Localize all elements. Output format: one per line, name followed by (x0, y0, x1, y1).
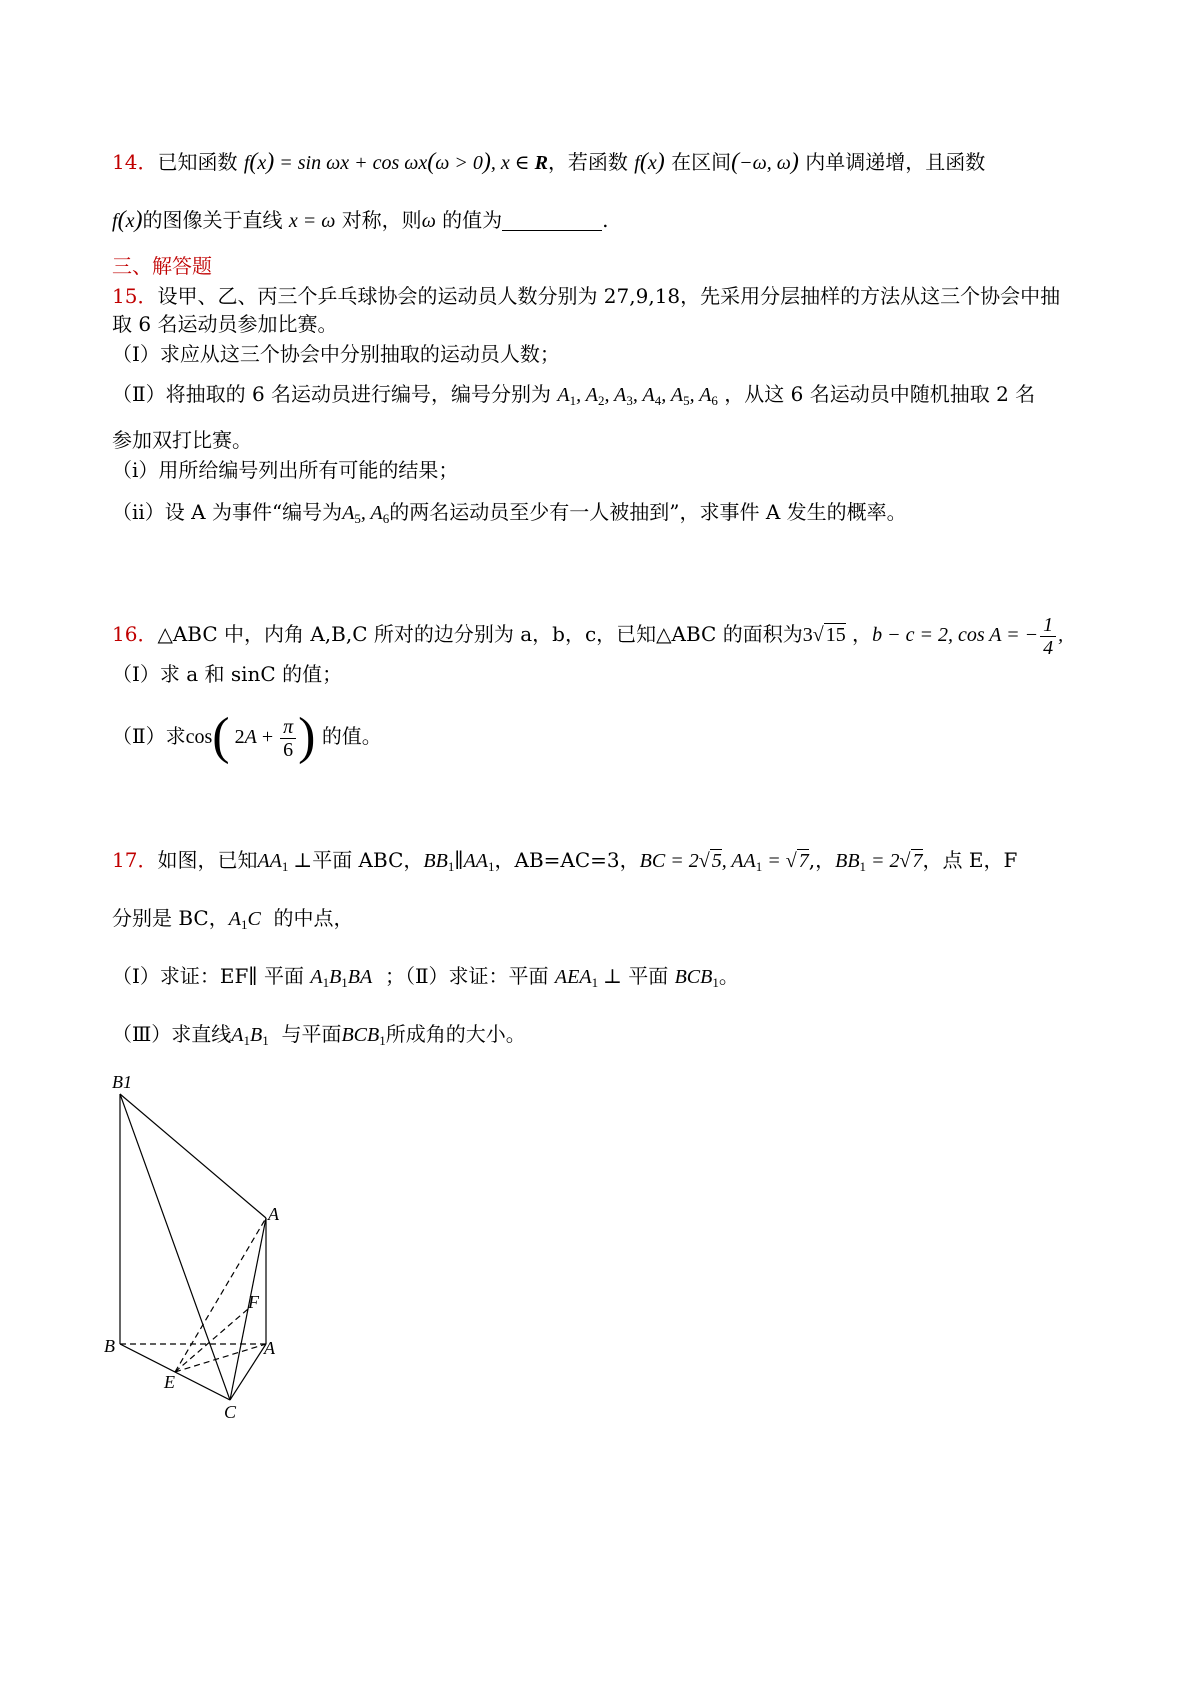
q16-text: △ABC 中，内角 A,B,C 所对的边分别为 a，b，c，已知△ABC 的面积为 (157, 622, 803, 647)
q17-a1b1: $A_1B_1$ (231, 1024, 269, 1048)
q17-a1b1ba: $A_1B_1BA$ (310, 966, 373, 990)
q14-cond3: 内单调递增，且函数 (805, 150, 986, 174)
q17-t2: 平面 ABC， (312, 848, 424, 872)
q14-fx-2: f(x) (112, 207, 143, 233)
q16-part2 (112, 708, 382, 766)
q15-number: 15． (112, 284, 158, 308)
q15-part2 (112, 380, 1035, 409)
q17-bb1-par: $BB_1\parallel AA_1$ (423, 850, 495, 874)
q17-line2a: 分别是 BC， (112, 906, 229, 930)
label-c: C (224, 1402, 237, 1422)
q16-part2-text: （Ⅱ）求 (112, 724, 186, 749)
q14-cond4: 的图像关于直线 (142, 208, 283, 232)
label-b1: B1 (112, 1072, 132, 1092)
q14-line-eq: x = ω (288, 210, 336, 232)
q15-labels: $A_1$, $A_2$, $A_3$, $A_4$, $A_5$, $A_6$ (557, 384, 718, 408)
q14-interval: (−ω, ω) (731, 149, 799, 175)
q16-cond: b − c = 2, cos A = − $\frac{1}{4}$ , (872, 614, 1064, 659)
q16-area: 3√ 15 (802, 624, 846, 647)
q14-cond2: 在区间 (671, 150, 732, 174)
q16-expr: cos( 2A + $\frac{\pi}{6}$ ) (185, 708, 316, 766)
q15-part1: （Ⅰ）求应从这三个协会中分别抽取的运动员人数； (112, 342, 560, 366)
q15-part2-text2: ，从这 6 名运动员中随机抽取 2 名 (724, 382, 1036, 406)
q17-p3a: （Ⅲ）求直线 (112, 1022, 232, 1046)
q15-text1: 设甲、乙、丙三个乒乓球协会的运动员人数分别为 27,9,18，先采用分层抽样的方法从这三个协会中抽 (157, 284, 1061, 308)
q16-part2-text2: 的值。 (321, 724, 382, 749)
q14-ask: 的值为 (442, 208, 503, 232)
section-heading: 三、解答题 (112, 254, 212, 278)
q14-intro: 已知函数 (157, 150, 238, 174)
q15-part2c: 参加双打比赛。 (112, 428, 252, 452)
label-a: A (264, 1338, 275, 1358)
q15-part2-text: （Ⅱ）将抽取的 6 名运动员进行编号，编号分别为 (112, 382, 552, 406)
q14-answer-blank (502, 210, 602, 231)
q15-sub2-text: （ii）设 A 为事件“编号为 (112, 500, 343, 524)
q14-number: 14． (112, 150, 158, 174)
q17-p1a: （Ⅰ）求证：EF (112, 964, 249, 988)
q15-sub1: （i）用所给编号列出所有可能的结果； (112, 458, 459, 482)
q16-line1: 16．△ABC 中，内角 A,B,C 所对的边分别为 a，b，c，已知△ABC 的面积为3√ 15 ，b − c = 2, cos A = − $\frac{1}{4}$ , (112, 614, 1064, 659)
q17-p1b: 平面 (264, 964, 304, 988)
q17-t1: 如图，已知 (157, 848, 258, 872)
label-b: B (104, 1336, 115, 1356)
q17-p1d: 平面 (628, 964, 669, 988)
q14-line1 (112, 148, 985, 177)
q15-sub2-labels: $A_5$, $A_6$ (342, 502, 390, 526)
q16-number: 16． (112, 622, 158, 647)
q17-part3 (112, 1020, 526, 1049)
q14-func-def: f(x) = sin ωx + cos ωx(ω > 0), x ∈ R (243, 149, 548, 175)
q17-bcb1-2: $BCB_1$ (341, 1024, 386, 1048)
q15-line1 (112, 282, 1060, 310)
geometry-figure (100, 1068, 300, 1424)
q15-sub2 (112, 498, 907, 527)
q17-part1: （Ⅰ）求证：EF∥ 平面 $A_1B_1BA$ ；（Ⅱ）求证：平面 $AEA_1$ ⊥ 平面 $BCB_1$。 (112, 964, 739, 990)
q14-line2 (112, 206, 609, 235)
edge-b1-c (120, 1094, 230, 1400)
q16-part1: （Ⅰ）求 a 和 sinC 的值； (112, 662, 343, 686)
q17-bb1: $BB_1 = 2√$ 7 (835, 850, 923, 874)
q14-end: . (602, 208, 609, 232)
q14-fx: f(x) (634, 149, 665, 175)
label-a1: A (268, 1204, 279, 1224)
q14-cond5: 对称，则 (341, 208, 422, 232)
q17-line2 (112, 904, 354, 933)
label-f: F (248, 1292, 259, 1312)
q14-cond1: ，若函数 (547, 150, 628, 174)
q17-t3: ，AB=AC=3， (494, 848, 640, 872)
q17-line1: 17．如图，已知$AA_1$ ⊥平面 ABC，$BB_1\parallel AA_1$，AB=AC=3，BC = 2√ 5, $AA_1$ = √ 7,，$BB_1 = 2√$ 7，点 E，F (112, 848, 1018, 874)
q14-omega: ω (421, 210, 436, 232)
q17-p3b: 与平面 (281, 1022, 342, 1046)
q17-number: 17． (112, 848, 158, 872)
q17-bcb1: $BCB_1$ (674, 966, 719, 990)
q17-line2b: 的中点， (273, 906, 354, 930)
q17-t4: , (808, 848, 816, 872)
q17-a1c: $A_1C$ (228, 908, 261, 932)
edge-e-a-dashed (175, 1344, 266, 1372)
q17-t5: ，点 E，F (922, 848, 1018, 872)
q17-bc-aa1: BC = 2√ 5, $AA_1$ = √ 7 (639, 850, 809, 874)
q17-aa1-perp: $AA_1$ ⊥ (257, 850, 313, 874)
q17-p3c: 所成角的大小。 (385, 1022, 526, 1046)
q17-p1c: ；（Ⅱ）求证：平面 (384, 964, 549, 988)
label-e: E (164, 1372, 175, 1392)
q15-line2: 取 6 名运动员参加比赛。 (112, 312, 338, 336)
q17-p1e: 。 (718, 964, 739, 988)
q15-sub2-text2: 的两名运动员至少有一人被抽到”，求事件 A 发生的概率。 (389, 500, 907, 524)
q17-aea1: $AEA_1$ ⊥ (554, 966, 622, 990)
